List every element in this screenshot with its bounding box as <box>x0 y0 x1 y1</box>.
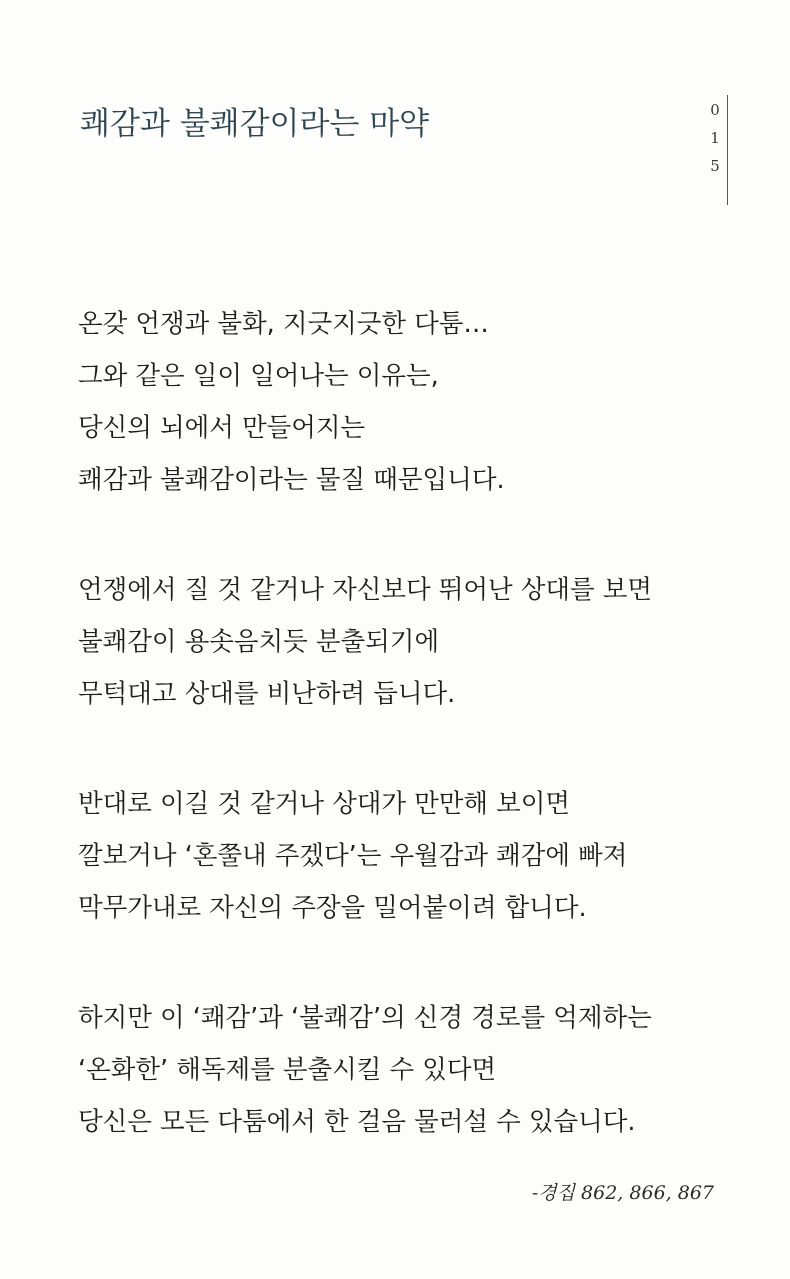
page-title: 쾌감과 불쾌감이라는 마약 <box>80 106 430 142</box>
text-line: 그와 같은 일이 일어나는 이유는, <box>78 361 439 391</box>
page-number-digit: 1 <box>710 129 720 147</box>
text-line: 반대로 이길 것 같거나 상대가 만만해 보이면 <box>78 789 571 819</box>
text-line: 온갖 언쟁과 불화, 지긋지긋한 다툼… <box>78 309 489 339</box>
text-line: 하지만 이 ‘쾌감’과 ‘불쾌감’의 신경 경로를 억제하는 <box>78 1003 652 1033</box>
text-line: 막무가내로 자신의 주장을 밀어붙이려 합니다. <box>78 893 587 923</box>
text-line: 당신은 모든 다툼에서 한 걸음 물러설 수 있습니다. <box>78 1107 636 1137</box>
page-number-rule <box>727 95 728 205</box>
paragraph <box>78 298 728 506</box>
text-line: 불쾌감이 용솟음치듯 분출되기에 <box>78 627 440 657</box>
body-text <box>78 298 728 1206</box>
page-number <box>704 96 726 180</box>
text-line: 당신의 뇌에서 만들어지는 <box>78 413 366 443</box>
page-number-digit: 5 <box>710 157 720 175</box>
text-line: 쾌감과 불쾌감이라는 물질 때문입니다. <box>78 465 505 495</box>
text-line: ‘온화한’ 해독제를 분출시킬 수 있다면 <box>78 1055 497 1085</box>
paragraph <box>78 564 728 720</box>
source-citation: -경집 862, 866, 867 <box>531 1182 714 1204</box>
page-number-digit: 0 <box>710 101 720 119</box>
text-line: 무턱대고 상대를 비난하려 듭니다. <box>78 679 456 709</box>
text-line: 깔보거나 ‘혼쭐내 주겠다’는 우월감과 쾌감에 빠져 <box>78 841 628 871</box>
paragraph <box>78 992 728 1148</box>
text-line: 언쟁에서 질 것 같거나 자신보다 뛰어난 상대를 보면 <box>78 575 653 605</box>
paragraph <box>78 778 728 934</box>
